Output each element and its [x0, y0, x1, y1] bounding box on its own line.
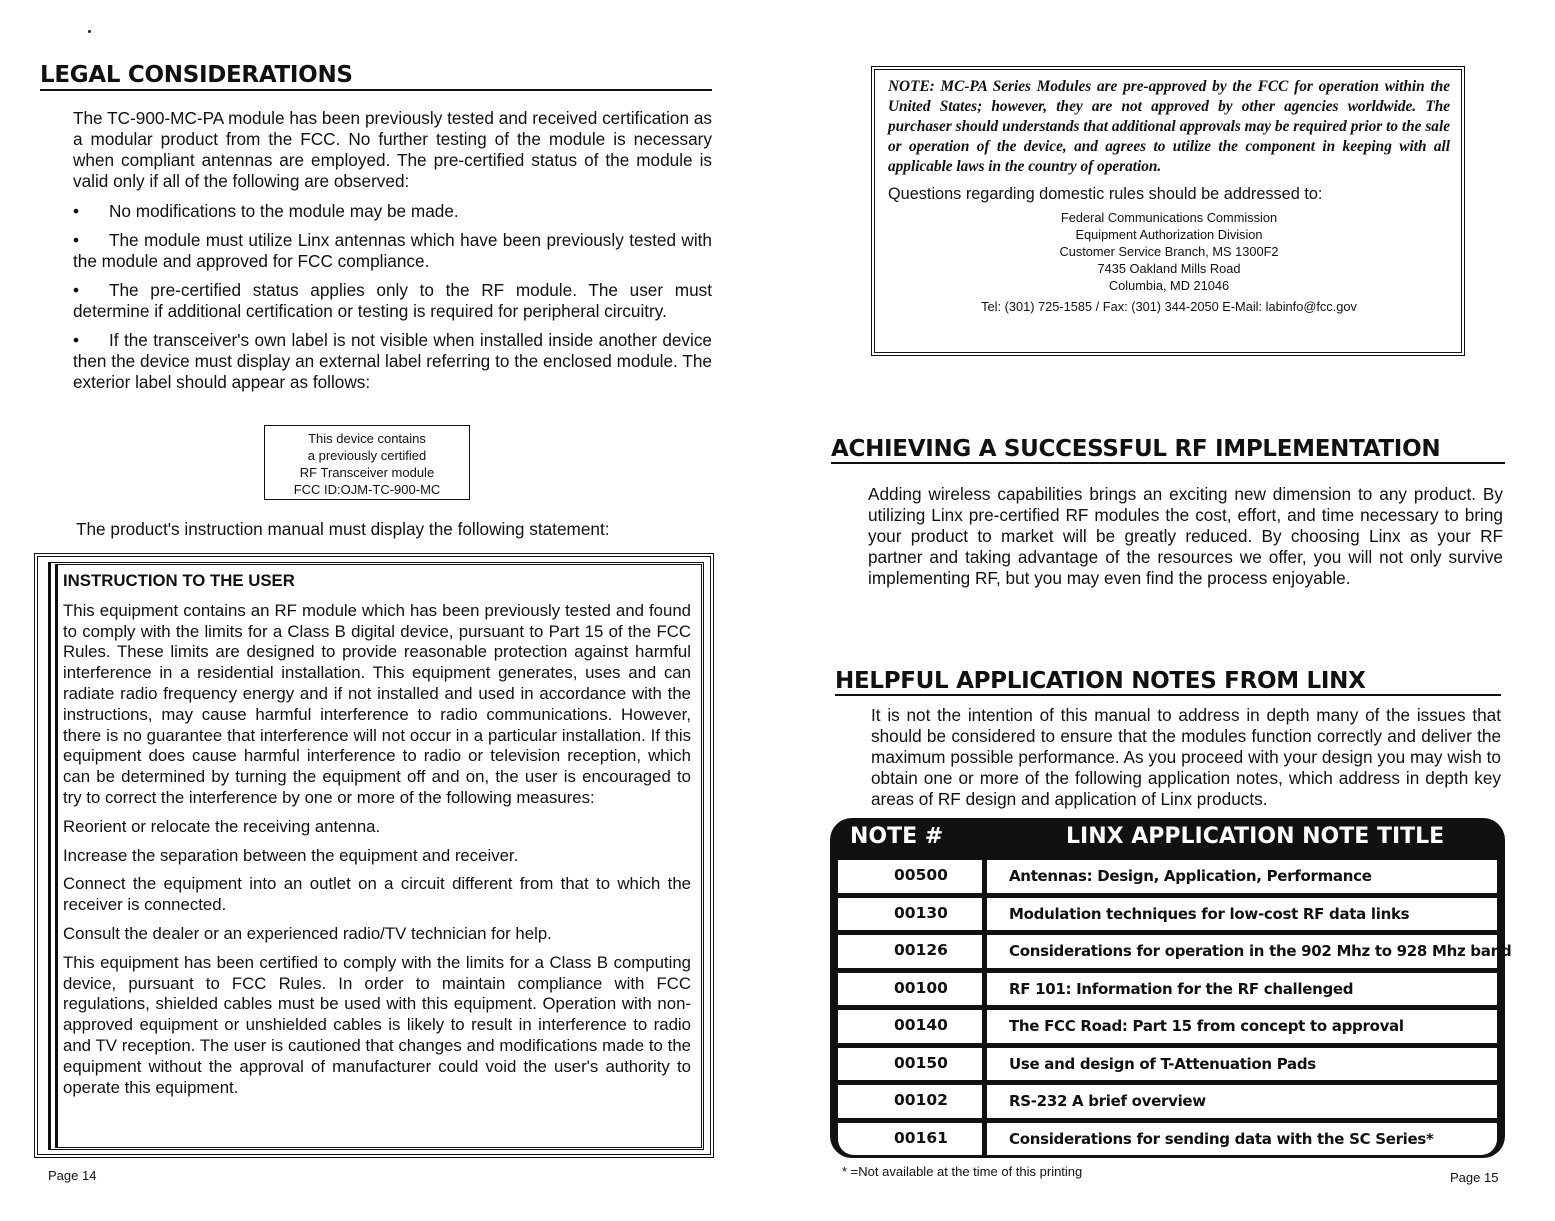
- page-number-right: Page 15: [1450, 1170, 1499, 1185]
- note-title-cell: [987, 1010, 1497, 1043]
- legal-bullet: [73, 201, 712, 222]
- note-number-cell: [838, 973, 982, 1006]
- note-title-cell: [987, 973, 1497, 1006]
- footnote: * =Not available at the time of this printing: [842, 1164, 1083, 1179]
- note-number-cell: [838, 1085, 982, 1118]
- legal-bullet-list: [73, 201, 712, 401]
- manual-statement: The product's instruction manual must display the following statement:: [76, 519, 610, 539]
- note-number: 00126: [894, 941, 948, 959]
- address-line: Customer Service Branch, MS 1300F2: [1059, 244, 1279, 259]
- note-title: RF 101: Information for the RF challenged: [1009, 979, 1354, 998]
- bullet-dot: •: [73, 330, 80, 350]
- note-title-cell: [987, 935, 1512, 968]
- legal-intro: [73, 108, 712, 200]
- note-number-cell: [838, 860, 982, 893]
- note-title: Considerations for operation in the 902 Mhz to 928 Mhz band: [1009, 942, 1512, 960]
- address-line: Columbia, MD 21046: [1108, 278, 1230, 293]
- stray-dot: [88, 30, 91, 33]
- legal-heading: LEGAL CONSIDERATIONS: [40, 62, 712, 91]
- rf-implementation-text: Adding wireless capabilities brings an exciting new dimension to any product. By utilizing Linx pre-certified RF modules the cost, effort, and time necessary to bring your product to market will be greatly reduced. By choosing Linx as your RF partner and taking advantage of the resources we offer, you will not only survive implementing RF, but you may even find the process enjoyable.: [868, 484, 1503, 588]
- page-number-left: Page 14: [48, 1168, 97, 1183]
- table-header-title: LINX APPLICATION NOTE TITLE: [1066, 824, 1445, 849]
- fcc-note-box: [888, 77, 1450, 315]
- table-header-note-num: NOTE #: [850, 824, 944, 849]
- note-number: 00500: [894, 866, 948, 884]
- bullet-text: The module must utilize Linx antennas which have been previously tested with the module and approved for FCC compliance.: [73, 230, 712, 271]
- fcc-label-box: [264, 425, 470, 500]
- note-title: Antennas: Design, Application, Performance: [1009, 867, 1372, 885]
- instruction-paragraph: Consult the dealer or an experienced radio/TV technician for help.: [63, 923, 552, 943]
- instruction-paragraph: Increase the separation between the equipment and receiver.: [63, 845, 519, 865]
- bullet-text: If the transceiver's own label is not visible when installed inside another device then the device must display an external label referring to the enclosed module. The exterior label should appear as follows:: [73, 330, 712, 392]
- bullet-dot: •: [73, 280, 80, 300]
- note-title: The FCC Road: Part 15 from concept to approval: [1009, 1017, 1404, 1035]
- note-title: Considerations for sending data with the SC Series*: [1009, 1129, 1434, 1148]
- note-number: 00100: [894, 978, 948, 997]
- bullet-text: The pre-certified status applies only to the RF module. The user must determine if additional certification or testing is required for peripheral circuitry.: [73, 280, 712, 321]
- address-line: Federal Communications Commission: [1060, 210, 1278, 225]
- instruction-paragraph: Reorient or relocate the receiving antenna.: [63, 816, 381, 836]
- note-number-cell: [838, 1123, 982, 1156]
- note-number: 00130: [894, 903, 948, 922]
- bullet-text: No modifications to the module may be made.: [109, 201, 459, 221]
- bullet-dot: •: [73, 230, 80, 250]
- note-title-cell: [987, 860, 1497, 893]
- instruction-paragraph: Connect the equipment into an outlet on a circuit different from that to which the receiver is connected.: [63, 874, 691, 915]
- note-title-cell: [987, 1085, 1497, 1118]
- legal-bullet: [73, 280, 712, 322]
- label-line: RF Transceiver module: [299, 465, 435, 480]
- app-notes-heading: HELPFUL APPLICATION NOTES FROM LINX: [835, 668, 1501, 696]
- fcc-questions: Questions regarding domestic rules should be addressed to:: [888, 185, 1323, 203]
- label-line: This device contains: [308, 431, 426, 446]
- instruction-paragraph: This equipment contains an RF module which has been previously tested and found to comply with the limits for a Class B digital device, pursuant to Part 15 of the FCC Rules. These limits are designed to provide reasonable protection against harmful interference in a residential installation. This equipment generates, uses and can radiate radio frequency energy and if not installed and used in accordance with the instructions, may cause harmful interference to radio communications. However, there is no guarantee that interference will not occur in a particular installation. If this equipment does cause harmful interference to radio or television reception, which can be determined by turning the equipment off and on, the user is encouraged to try to correct the interference by one or more of the following measures:: [63, 600, 691, 807]
- legal-intro-text: The TC-900-MC-PA module has been previously tested and received certification as a modular product from the FCC. No further testing of the module is necessary when compliant antennas are employed. The pre-certified status of the module is valid only if all of the following are observed:: [73, 108, 712, 191]
- rf-implementation-heading: ACHIEVING A SUCCESSFUL RF IMPLEMENTATION: [831, 436, 1505, 464]
- address-line: Equipment Authorization Division: [1075, 227, 1263, 242]
- app-notes-table: [830, 818, 1512, 1158]
- label-line: FCC ID:OJM-TC-900-MC: [293, 482, 441, 497]
- table-rows: [830, 858, 1512, 1158]
- note-number: 00102: [894, 1091, 948, 1109]
- fcc-address: [888, 209, 1450, 315]
- address-line: 7435 Oakland Mills Road: [1097, 261, 1241, 276]
- bullet-dot: •: [73, 201, 80, 221]
- note-title: Modulation techniques for low-cost RF data links: [1009, 904, 1410, 923]
- legal-bullet: [73, 230, 712, 272]
- note-number: 00140: [894, 1016, 948, 1034]
- label-line: a previously certified: [307, 448, 427, 463]
- note-title-cell: [987, 898, 1497, 931]
- note-number-cell: [838, 1048, 982, 1081]
- instruction-box: [63, 571, 691, 1106]
- note-number-cell: [838, 1010, 982, 1043]
- note-number: 00150: [894, 1053, 948, 1072]
- note-number-cell: [838, 935, 982, 968]
- app-notes-text: It is not the intention of this manual to address in depth many of the issues that should be considered to ensure that the modules function correctly and deliver the maximum possible performance. As you proceed with your design you may wish to obtain one or more of the following application notes, which address in depth key areas of RF design and application of Linx products.: [871, 705, 1501, 809]
- note-number-cell: [838, 898, 982, 931]
- instruction-paragraph: This equipment has been certified to comply with the limits for a Class B computing device, pursuant to FCC Rules. In order to maintain compliance with FCC regulations, shielded cables must be used with this equipment. Operation with non-approved equipment or unshielded cables is likely to result in interference to radio and TV reception. The user is cautioned that changes and modifications made to the equipment without the approval of manufacturer could void the user's authority to operate this equipment.: [63, 952, 691, 1097]
- note-number: 00161: [894, 1128, 948, 1147]
- address-line: Tel: (301) 725-1585 / Fax: (301) 344-2050 E-Mail: labinfo@fcc.gov: [981, 299, 1357, 314]
- note-title-cell: [987, 1048, 1497, 1081]
- note-title-cell: [987, 1123, 1497, 1156]
- legal-bullet: [73, 330, 712, 393]
- note-title: RS-232 A brief overview: [1009, 1092, 1206, 1110]
- note-title: Use and design of T-Attenuation Pads: [1009, 1054, 1316, 1073]
- fcc-note-text: NOTE: MC-PA Series Modules are pre-approved by the FCC for operation within the United States; however, they are not approved by other agencies worldwide. The purchaser should understands that additional approvals may be required prior to the sale or operation of the device, and agrees to utilize the component in keeping with all applicable laws in the country of operation.: [888, 78, 1450, 175]
- instruction-heading: INSTRUCTION TO THE USER: [63, 571, 295, 590]
